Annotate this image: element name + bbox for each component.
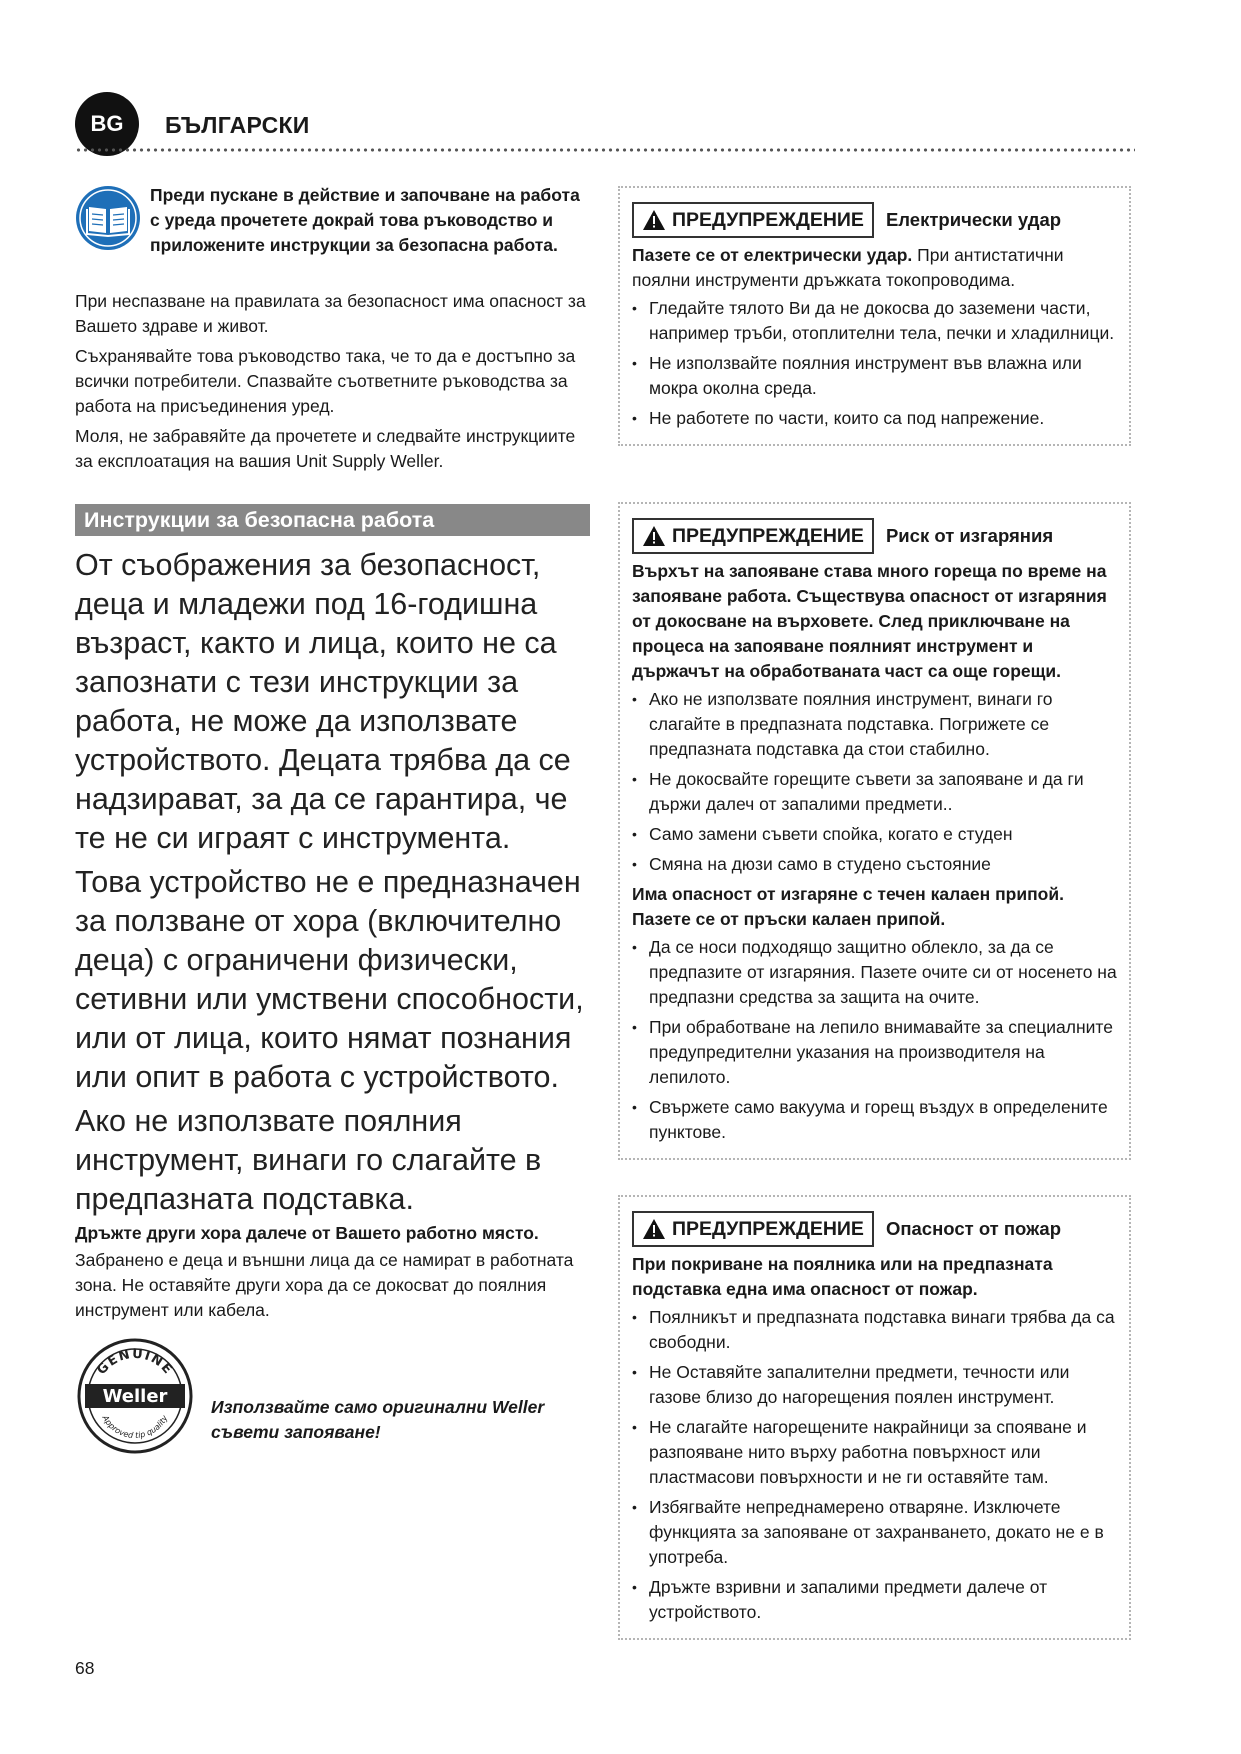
page-number: 68	[75, 1658, 95, 1678]
language-title: БЪЛГАРСКИ	[165, 112, 310, 138]
large-safety-text: От съображения за безопасност, деца и младежи под 16-годишна възраст, както и лица, които не са запознати с тези инструкции за работа, не може да използвате устройството. Децата трябва да се надзирават, за да се гарантира, че те не си играят с инструмента.	[75, 548, 571, 855]
dotted-divider	[75, 147, 1135, 153]
warning-list-item: • Не слагайте нагорещените накрайници за спояване и разпояване нито върху работна повърхност или пластмасови повърхности и не ги оставяйте там.	[632, 1415, 1117, 1490]
warning-list	[632, 296, 1117, 431]
warning-list-item: • Поялникът и предпазната подставка винаги трябва да са свободни.	[632, 1305, 1117, 1355]
warning-list-item: • Ако не използвате поялния инструмент, винаги го слагайте в предпазната подставка. Погрижете се предпазната подставка да стои стабилно.	[632, 687, 1117, 762]
warning-header	[632, 1211, 1117, 1247]
intro-paragraph: Съхранявайте това ръководство така, че то да е достъпно за всички потребители. Спазвайте съответните ръководства за работа на присъединения уред.	[75, 346, 576, 416]
left-column	[75, 183, 590, 1458]
intro-bold-text: Преди пускане в действие и започване на работа с уреда прочетете докрай това ръководство и приложените инструкции за безопасна работа.	[150, 185, 580, 255]
warning-triangle-icon	[642, 1218, 666, 1240]
warning-badge-label: ПРЕДУПРЕЖДЕНИЕ	[672, 524, 864, 547]
warning-list	[632, 687, 1117, 877]
warning-bold-text: При покриване на поялника или на предпазната подставка една има опасност от пожар.	[632, 1254, 1053, 1299]
warning-list-item: • Не Оставяйте запалителни предмети, течности или газове близо до нагорещения поялен инструмент.	[632, 1360, 1117, 1410]
warning-list-item: • Дръжте взривни и запалими предмети далече от устройството.	[632, 1575, 1117, 1625]
warning-header	[632, 518, 1117, 554]
warning-list-item: • Свържете само вакуума и горещ въздух в определените пунктове.	[632, 1095, 1117, 1145]
genuine-weller-seal-icon	[77, 1338, 193, 1454]
genuine-tips-text: Използвайте само оригинални Weller cъвети запояване!	[211, 1397, 545, 1442]
warning-list	[632, 1305, 1117, 1625]
seal-top-text: GENUINE	[94, 1346, 176, 1378]
warning-badge-label: ПРЕДУПРЕЖДЕНИЕ	[672, 208, 864, 231]
warning-intro-rest: При антистатични поялни инструменти дръжката токопроводима.	[632, 245, 1064, 290]
warning-triangle-icon	[642, 209, 666, 231]
genuine-weller-block	[75, 1338, 590, 1458]
warning-category: Риск от изгаряния	[885, 525, 1054, 546]
warning-badge	[632, 1211, 874, 1247]
warning-bold-text-2: Има опасност от изгаряне с течен калаен припой. Пазете се от пръски калаен припой.	[632, 884, 1064, 929]
intro-paragraph: Моля, не забравяйте да прочетете и следвайте инструкциите за експлоатация на вашия Unit Supply Weller.	[75, 426, 576, 471]
warning-list-item: • Да се носи подходящо защитно облекло, за да се предпазите от изгаряния. Пазете очите си от носенето на предпазни средства за защита на очите.	[632, 935, 1117, 1010]
intro-block	[75, 183, 590, 281]
warning-bold-text: Върхът на запояване става много гореща по време на запояване работа. Съществува опасност от изгаряния от докосване на върховете. След приключване на процеса на запояване поялният инструмент и държачът на обработваната част са още горещи.	[632, 561, 1107, 681]
intro-paragraph: При неспазване на правилата за безопасност има опасност за Вашето здраве и живот.	[75, 291, 586, 336]
warning-list-2	[632, 935, 1117, 1145]
large-safety-text: Ако не използвате поялния инструмент, винаги го слагайте в предпазната подставка.	[75, 1104, 542, 1216]
warning-intro	[632, 243, 1117, 293]
large-safety-text: Това устройство не е предназначен за ползване от хора (включително деца) с ограничени физически, сетивни или умствени способности, или от лица, които нямат познания или опит в работа с устройството.	[75, 865, 584, 1094]
warning-intro-bold: Пазете се от електрически удар.	[632, 245, 913, 265]
warning-list-item: • Не докосвайте горещите съвети за запояване и да ги държи далеч от запалими предмети..	[632, 767, 1117, 817]
warning-badge	[632, 518, 874, 554]
warning-category: Опасност от пожар	[885, 1218, 1062, 1239]
warning-badge-label: ПРЕДУПРЕЖДЕНИЕ	[672, 1217, 864, 1240]
warning-list-item: • Гледайте тялото Ви да не докосва до заземени части, например тръби, отоплителни тела, печки и хладилници.	[632, 296, 1117, 346]
warning-category: Електрически удар	[885, 209, 1062, 230]
warning-list-item: • Само замени съвети спойка, когато е студен	[632, 822, 1117, 847]
keep-away-heading: Дръжте други хора далече от Вашето работно място.	[75, 1223, 539, 1243]
warning-box-electric	[618, 186, 1131, 446]
language-badge: BG	[75, 92, 139, 156]
keep-away-paragraph: Забранено е деца и външни лица да се намират в работната зона. Не оставяйте други хора да се докосват до поялния инструмент или кабела.	[75, 1250, 574, 1320]
seal-brand-text: Weller	[102, 1386, 168, 1407]
manual-book-icon	[75, 185, 141, 251]
warning-list-item: • Смяна на дюзи само в студено състояние	[632, 852, 1117, 877]
warning-badge	[632, 202, 874, 238]
warning-box-fire	[618, 1195, 1131, 1640]
warning-list-item: • Избягвайте непреднамерено отваряне. Изключете функцията за запояване от захранването, докато не е в употреба.	[632, 1495, 1117, 1570]
warning-header	[632, 202, 1117, 238]
warning-list-item: • Не използвайте поялния инструмент във влажна или мокра околна среда.	[632, 351, 1117, 401]
warning-box-burns	[618, 502, 1131, 1160]
warning-triangle-icon	[642, 525, 666, 547]
section-heading: Инструкции за безопасна работа	[75, 504, 590, 536]
seal-bottom-text: Approved tip quality	[100, 1413, 170, 1441]
warning-list-item: • При обработване на лепило внимавайте за специалните предупредителни указания на производителя на лепилото.	[632, 1015, 1117, 1090]
warning-list-item: • Не работете по части, които са под напрежение.	[632, 406, 1117, 431]
